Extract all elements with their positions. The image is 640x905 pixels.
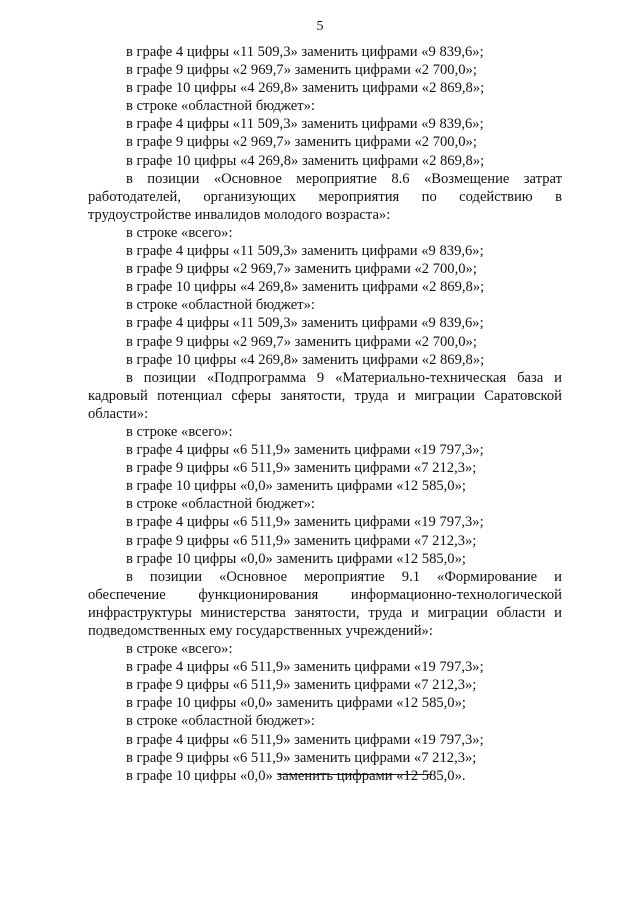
text-line: в графе 4 цифры «6 511,9» заменить цифрами «19 797,3»;: [126, 731, 484, 748]
end-separator-line: [278, 774, 431, 775]
text-line: в графе 9 цифры «2 969,7» заменить цифрами «2 700,0»;: [126, 62, 477, 79]
text-line: в графе 10 цифры «0,0» заменить цифрами «12 585,0»;: [126, 550, 466, 567]
text-line: в строке «областной бюджет»:: [126, 98, 315, 115]
text-line: в строке «всего»:: [126, 641, 233, 658]
text-line: в строке «всего»:: [126, 224, 233, 241]
page-number: 5: [316, 19, 324, 34]
text-line: в графе 9 цифры «2 969,7» заменить цифрами «2 700,0»;: [126, 261, 477, 278]
text-line: в графе 9 цифры «6 511,9» заменить цифрами «7 212,3»;: [126, 532, 477, 549]
text-line: в графе 4 цифры «6 511,9» заменить цифрами «19 797,3»;: [126, 442, 484, 459]
text-line: в строке «всего»:: [126, 423, 233, 440]
text-line: в графе 10 цифры «4 269,8» заменить цифрами «2 869,8»;: [126, 279, 485, 296]
text-line: в строке «областной бюджет»:: [126, 297, 315, 314]
text-line: в графе 10 цифры «4 269,8» заменить цифрами «2 869,8»;: [126, 80, 485, 97]
text-line: в графе 9 цифры «6 511,9» заменить цифрами «7 212,3»;: [126, 749, 477, 766]
text-line: в графе 4 цифры «11 509,3» заменить цифрами «9 839,6»;: [126, 315, 484, 332]
text-line: в строке «областной бюджет»:: [126, 496, 315, 513]
text-line: в графе 10 цифры «4 269,8» заменить цифрами «2 869,8»;: [126, 351, 485, 368]
text-line: в графе 10 цифры «0,0» заменить цифрами «12 585,0»;: [126, 695, 466, 712]
text-line: в графе 9 цифры «2 969,7» заменить цифрами «2 700,0»;: [126, 333, 477, 350]
text-line: в графе 10 цифры «0,0» заменить цифрами «12 585,0»;: [126, 478, 466, 495]
text-line: в графе 4 цифры «11 509,3» заменить цифрами «9 839,6»;: [126, 243, 484, 260]
text-line: в графе 10 цифры «4 269,8» заменить цифрами «2 869,8»;: [126, 152, 485, 169]
text-line: в графе 10 цифры «0,0» заменить цифрами «12 585,0».: [126, 767, 466, 784]
text-line: в графе 4 цифры «6 511,9» заменить цифрами «19 797,3»;: [126, 514, 484, 531]
text-line: в графе 9 цифры «6 511,9» заменить цифрами «7 212,3»;: [126, 677, 477, 694]
text-line: в строке «областной бюджет»:: [126, 713, 315, 730]
text-line: в графе 9 цифры «2 969,7» заменить цифрами «2 700,0»;: [126, 134, 477, 151]
position-paragraph: в позиции «Основное мероприятие 8.6 «Возмещение затрат работодателей, организующих мероприятия по содействию в трудоустройстве инвалидов молодого возраста»:: [88, 170, 562, 223]
text-line: в графе 4 цифры «11 509,3» заменить цифрами «9 839,6»;: [126, 44, 484, 60]
document-body: [88, 43, 562, 785]
position-paragraph: в позиции «Основное мероприятие 9.1 «Формирование и обеспечение функционирования информационно-технологической инфраструктуры министерства занятости, труда и миграции области и подведомственных ему государственных учреждений»:: [88, 568, 562, 639]
position-paragraph: в позиции «Подпрограмма 9 «Материально-техническая база и кадровый потенциал сферы занятости, труда и миграции Саратовской области»:: [88, 369, 562, 422]
text-line: в графе 9 цифры «6 511,9» заменить цифрами «7 212,3»;: [126, 460, 477, 477]
text-line: в графе 4 цифры «6 511,9» заменить цифрами «19 797,3»;: [126, 659, 484, 676]
text-line: в графе 4 цифры «11 509,3» заменить цифрами «9 839,6»;: [126, 116, 484, 133]
